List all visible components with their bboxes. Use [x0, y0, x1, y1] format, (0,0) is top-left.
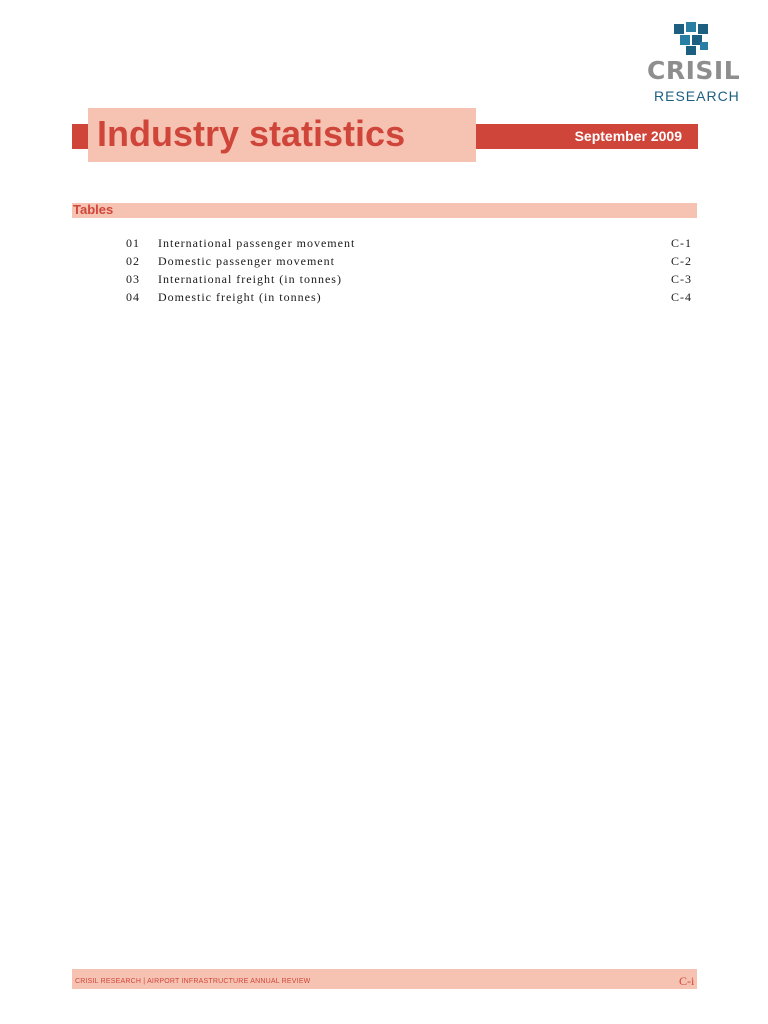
toc-item[interactable] — [0, 289, 768, 307]
section-band — [72, 203, 697, 218]
toc-item-page: C-3 — [671, 272, 692, 286]
toc-item-title: Domestic freight (in tonnes) — [158, 290, 322, 304]
footer-publication: CRISIL RESEARCH | AIRPORT INFRASTRUCTURE ANNUAL REVIEW — [75, 978, 311, 985]
toc-item-page: C-4 — [671, 290, 692, 304]
toc-item-title: Domestic passenger movement — [158, 254, 335, 268]
toc-item-number: 03 — [126, 272, 140, 286]
cube-logo-icon — [670, 20, 712, 56]
toc-item-number: 02 — [126, 254, 140, 268]
table-of-contents — [0, 235, 768, 307]
toc-item-page: C-2 — [671, 254, 692, 268]
logo-wordmark: CRISIL — [647, 56, 741, 85]
section-heading: Tables — [73, 202, 114, 217]
page-title: Industry statistics — [97, 113, 406, 154]
toc-item-title: International freight (in tonnes) — [158, 272, 342, 286]
issue-date: September 2009 — [574, 128, 682, 144]
toc-item[interactable] — [0, 235, 768, 253]
toc-item-page: C-1 — [671, 236, 692, 250]
toc-item[interactable] — [0, 253, 768, 271]
toc-item-number: 01 — [126, 236, 140, 250]
page-number: C-i — [679, 974, 695, 988]
crisil-logo — [645, 20, 741, 106]
toc-item-number: 04 — [126, 290, 140, 304]
toc-item-title: International passenger movement — [158, 236, 356, 250]
logo-subtitle: RESEARCH — [654, 88, 740, 104]
toc-item[interactable] — [0, 271, 768, 289]
